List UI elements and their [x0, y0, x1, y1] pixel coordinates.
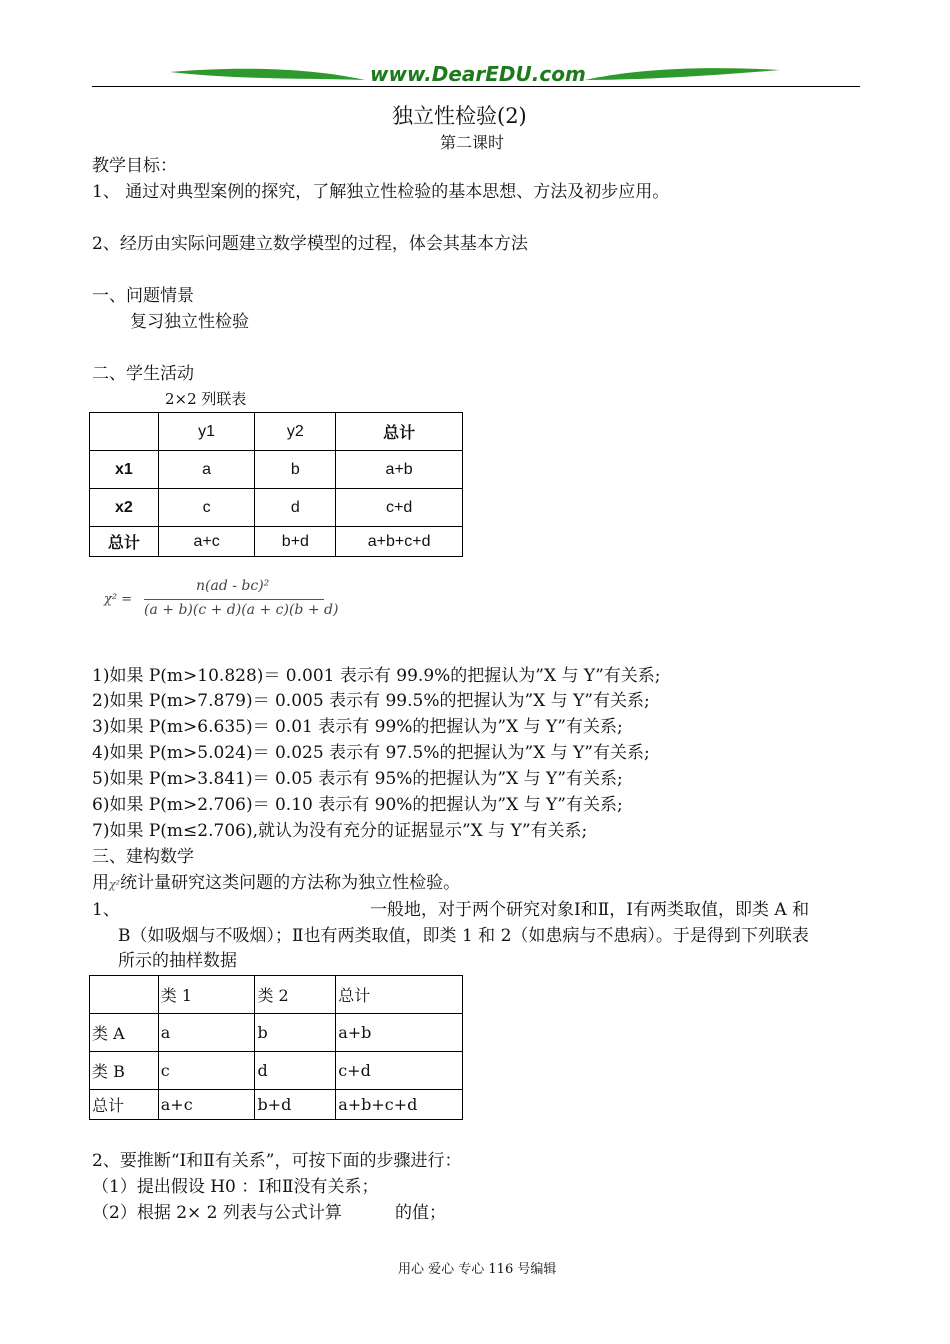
table-cell: b+d	[255, 527, 336, 557]
table-cell: 类 2	[255, 976, 336, 1014]
table-cell: a+b	[336, 1014, 463, 1052]
page-footer: 用心 爱心 专心 116 号编辑	[398, 1262, 557, 1277]
objectives-heading: 教学目标：	[92, 156, 177, 176]
objective-1: 1、 通过对典型案例的探究，了解独立性检验的基本思想、方法及初步应用。	[92, 182, 670, 202]
table1-caption: 2×2 列联表	[165, 390, 247, 408]
rule-line: 2)如果 P(m>7.879)＝ 0.005 表示有 99.5%的把握认为”X 与 Y”有关系;	[92, 691, 650, 711]
steps-intro: 2、要推断“Ⅰ和Ⅱ有关系”，可按下面的步骤进行：	[92, 1151, 462, 1171]
chi-square-symbol: χ²	[109, 878, 121, 891]
section-1-heading: 一、问题情景	[92, 286, 194, 306]
header-rule	[92, 86, 860, 87]
section-2-heading: 二、学生活动	[92, 364, 194, 384]
rule-line: 1)如果 P(m>10.828)＝ 0.001 表示有 99.9%的把握认为”X 与 Y”有关系;	[92, 666, 661, 686]
formula-lhs: χ² =	[104, 592, 133, 607]
chi-square-formula	[104, 578, 344, 626]
table-cell: x1	[90, 451, 159, 489]
table-cell: c+d	[336, 489, 463, 527]
table-cell: a	[158, 1014, 255, 1052]
contingency-table-1	[89, 412, 463, 557]
step-2: （2）根据 2× 2 列表与公式计算	[92, 1203, 342, 1223]
table-cell: b	[255, 1014, 336, 1052]
paragraph-1-line-a: 一般地，对于两个研究对象Ⅰ和Ⅱ，Ⅰ有两类取值，即类 A 和	[370, 900, 810, 920]
table-cell: c	[158, 1052, 255, 1090]
table-cell: 类 1	[158, 976, 255, 1014]
rule-line: 7)如果 P(m≤2.706),就认为没有充分的证据显示”X 与 Y”有关系;	[92, 821, 588, 841]
step-2-tail: 的值；	[395, 1203, 446, 1223]
rule-line: 5)如果 P(m>3.841)＝ 0.05 表示有 95%的把握认为”X 与 Y”有关系;	[92, 769, 623, 789]
table-cell: x2	[90, 489, 159, 527]
paragraph-number: 1、	[92, 900, 120, 920]
table-cell	[90, 413, 159, 451]
fraction-bar	[144, 599, 324, 600]
rule-line: 3)如果 P(m>6.635)＝ 0.01 表示有 99%的把握认为”X 与 Y”有关系;	[92, 717, 623, 737]
table-cell: b	[255, 451, 336, 489]
step-1: （1）提出假设 H0 ：Ⅰ和Ⅱ没有关系；	[92, 1177, 379, 1197]
formula-numerator: n(ad - bc)²	[196, 578, 270, 594]
objective-2: 2、经历由实际问题建立数学模型的过程，体会其基本方法	[92, 234, 528, 254]
table-cell: 总计	[336, 413, 463, 451]
paragraph-1-line-b: B（如吸烟与不吸烟）；Ⅱ也有两类取值，即类 1 和 2（如患病与不患病）。于是得到下列联表	[118, 926, 809, 946]
table-cell: 总计	[90, 1090, 159, 1120]
table-cell: a+b+c+d	[336, 1090, 463, 1120]
table-cell: a+b+c+d	[336, 527, 463, 557]
table-cell: 总计	[90, 527, 159, 557]
table-cell: 总计	[336, 976, 463, 1014]
table-cell: b+d	[255, 1090, 336, 1120]
banner-logo-text[interactable]: www.DearEDU.com	[370, 62, 586, 86]
table-cell: y1	[158, 413, 255, 451]
rule-line: 4)如果 P(m>5.024)＝ 0.025 表示有 97.5%的把握认为”X 与 Y”有关系;	[92, 743, 650, 763]
section-3-heading: 三、建构数学	[92, 847, 194, 867]
table-cell	[90, 976, 159, 1014]
method-prefix: 用	[92, 873, 109, 893]
method-sentence	[92, 872, 460, 896]
table-cell: a+c	[158, 1090, 255, 1120]
formula-denominator: (a + b)(c + d)(a + c)(b + d)	[144, 602, 339, 618]
paragraph-1-line-c: 所示的抽样数据	[118, 951, 237, 971]
table-cell: d	[255, 1052, 336, 1090]
table-cell: a	[158, 451, 255, 489]
rule-line: 6)如果 P(m>2.706)＝ 0.10 表示有 90%的把握认为”X 与 Y”有关系;	[92, 795, 623, 815]
page-title: 独立性检验(2)	[392, 104, 527, 128]
table-cell: d	[255, 489, 336, 527]
table-cell: 类 A	[90, 1014, 159, 1052]
table-cell: c+d	[336, 1052, 463, 1090]
table-cell: 类 B	[90, 1052, 159, 1090]
method-rest: 统计量研究这类问题的方法称为独立性检验。	[120, 873, 461, 893]
table-cell: c	[158, 489, 255, 527]
contingency-table-2	[89, 975, 463, 1120]
table-cell: y2	[255, 413, 336, 451]
table-cell: a+b	[336, 451, 463, 489]
section-1-text: 复习独立性检验	[130, 312, 249, 332]
table-cell: a+c	[158, 527, 255, 557]
page-subtitle: 第二课时	[440, 133, 505, 152]
